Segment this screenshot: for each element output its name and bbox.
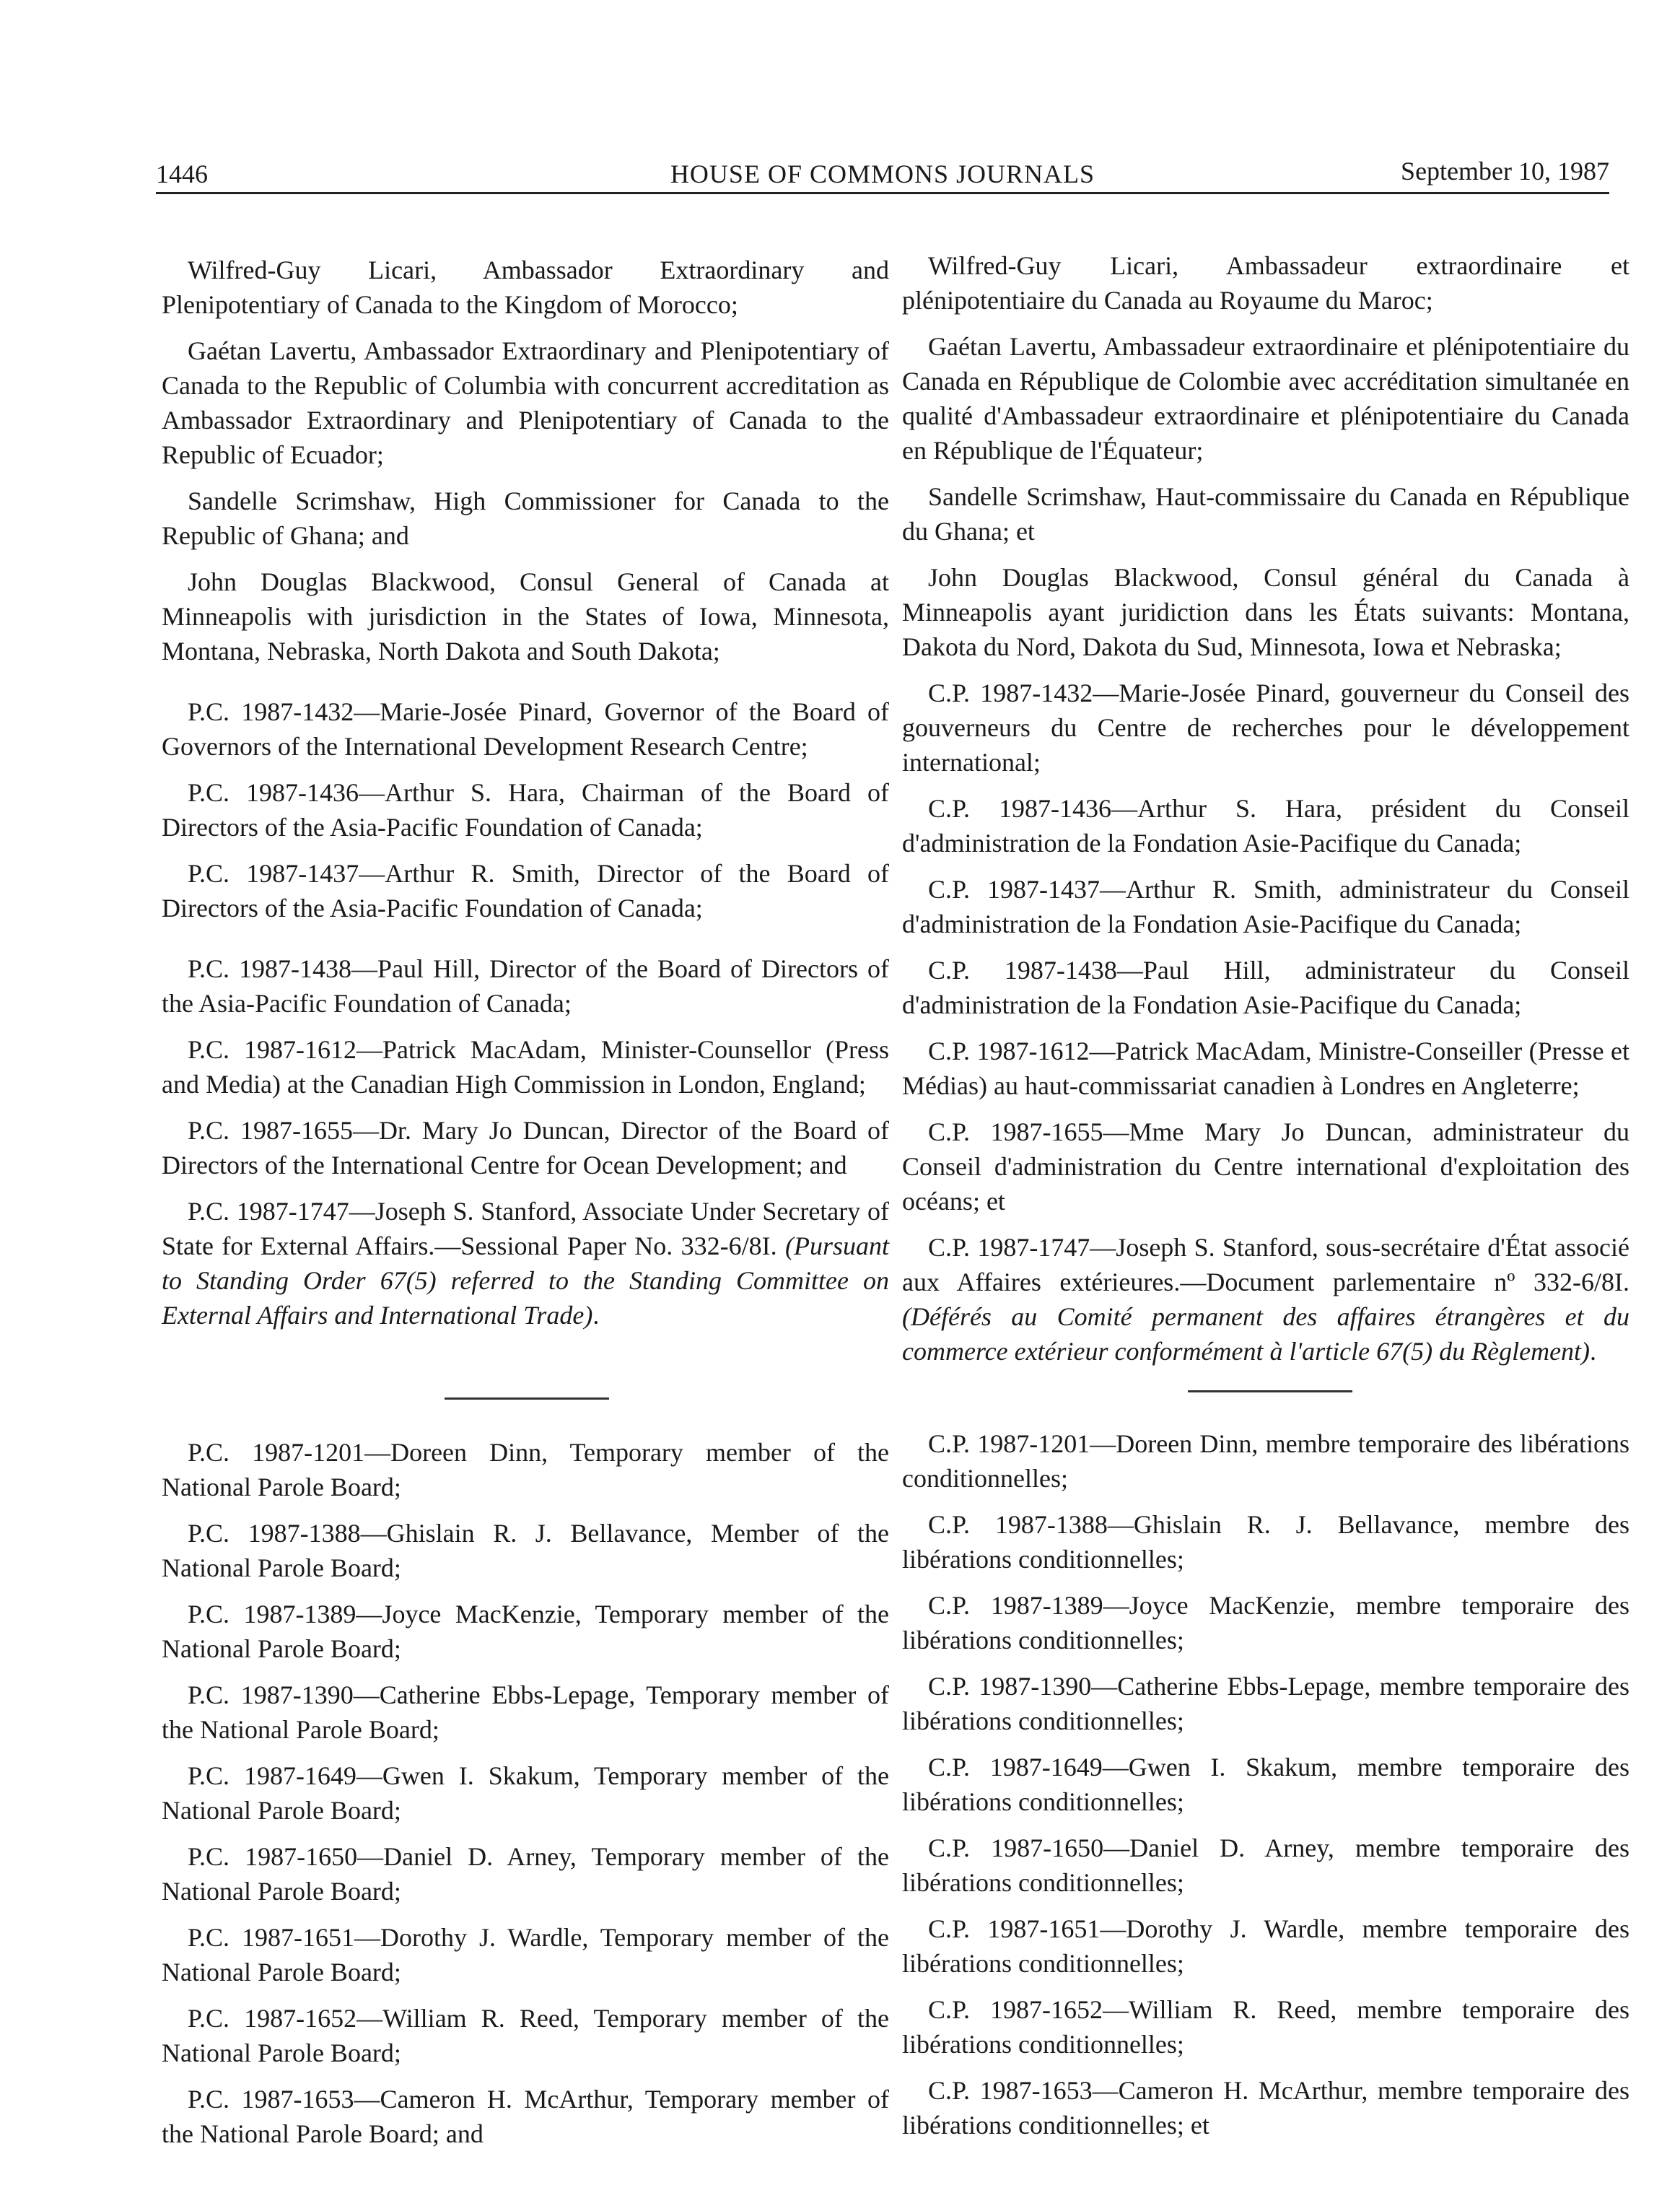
section2-english-column: [162, 1435, 889, 2163]
paragraph: Gaétan Lavertu, Ambassadeur extraordinaire et plénipotentiaire du Canada en République de Colombie avec accréditation simultanée en qualité d'Ambassadeur extraordinaire et plénipotentiaire du Canada en République de l'Équateur;: [902, 332, 1629, 465]
paragraph: P.C. 1987-1649—Gwen I. Skakum, Temporary member of the National Parole Board;: [162, 1761, 889, 1825]
paragraph-text: C.P. 1987-1747—Joseph S. Stanford, sous-secrétaire d'État associé aux Affaires extérieures.—Document parlementaire nº 332-6/8I.: [902, 1233, 1629, 1296]
paragraph: P.C. 1987-1201—Doreen Dinn, Temporary member of the National Parole Board;: [162, 1438, 889, 1501]
paragraph: P.C. 1987-1652—William R. Reed, Temporary member of the National Parole Board;: [162, 2004, 889, 2067]
paragraph: C.P. 1987-1650—Daniel D. Arney, membre temporaire des libérations conditionnelles;: [902, 1833, 1629, 1897]
paragraph: P.C. 1987-1388—Ghislain R. J. Bellavance, Member of the National Parole Board;: [162, 1519, 889, 1582]
paragraph: P.C. 1987-1437—Arthur R. Smith, Director of the Board of Directors of the Asia-Pacific Foundation of Canada;: [162, 859, 889, 923]
paragraph: Sandelle Scrimshaw, High Commissioner for Canada to the Republic of Ghana; and: [162, 487, 889, 550]
paragraph: Gaétan Lavertu, Ambassador Extraordinary and Plenipotentiary of Canada to the Republic of Columbia with concurrent accreditation as Ambassador Extraordinary and Plenipotentiary of Canada to the Republic of Ecuador;: [162, 336, 889, 469]
paragraph: P.C. 1987-1653—Cameron H. McArthur, Temporary member of the National Parole Board; and: [162, 2085, 889, 2148]
journal-title: HOUSE OF COMMONS JOURNALS: [670, 160, 1095, 188]
referral-note: (Pursuant to Standing Order 67(5) referred to the Standing Committee on External Affairs and International Trade): [162, 1231, 889, 1330]
paragraph: C.P. 1987-1390—Catherine Ebbs-Lepage, membre temporaire des libérations conditionnelles;: [902, 1672, 1629, 1735]
page-number: 1446: [156, 160, 208, 188]
paragraph: C.P. 1987-1389—Joyce MacKenzie, membre temporaire des libérations conditionnelles;: [902, 1591, 1629, 1654]
paragraph: C.P. 1987-1388—Ghislain R. J. Bellavance, membre des libérations conditionnelles;: [902, 1510, 1629, 1574]
paragraph: C.P. 1987-1437—Arthur R. Smith, administrateur du Conseil d'administration de la Fondation Asie-Pacifique du Canada;: [902, 875, 1629, 938]
page-date: September 10, 1987: [1401, 157, 1609, 186]
section-divider-english: [445, 1397, 609, 1400]
paragraph: P.C. 1987-1655—Dr. Mary Jo Duncan, Director of the Board of Directors of the International Centre for Ocean Development; and: [162, 1116, 889, 1179]
paragraph: C.P. 1987-1612—Patrick MacAdam, Ministre-Conseiller (Presse et Médias) au haut-commissariat canadien à Londres en Angleterre;: [902, 1037, 1629, 1100]
paragraph: Wilfred-Guy Licari, Ambassador Extraordinary and Plenipotentiary of Canada to the Kingdom of Morocco;: [162, 256, 889, 319]
section1-english-column: [162, 253, 889, 1344]
paragraph: P.C. 1987-1612—Patrick MacAdam, Minister-Counsellor (Press and Media) at the Canadian High Commission in London, England;: [162, 1035, 889, 1099]
section1-french-column: [902, 248, 1629, 1380]
paragraph: C.P. 1987-1649—Gwen I. Skakum, membre temporaire des libérations conditionnelles;: [902, 1753, 1629, 1816]
paragraph: C.P. 1987-1655—Mme Mary Jo Duncan, administrateur du Conseil d'administration du Centre international d'exploitation des océans; et: [902, 1117, 1629, 1216]
page-header: [156, 149, 1609, 194]
paragraph: C.P. 1987-1652—William R. Reed, membre temporaire des libérations conditionnelles;: [902, 1995, 1629, 2059]
paragraph-end: .: [1590, 1337, 1597, 1366]
paragraph: P.C. 1987-1438—Paul Hill, Director of the Board of Directors of the Asia-Pacific Foundation of Canada;: [162, 954, 889, 1018]
paragraph: Sandelle Scrimshaw, Haut-commissaire du Canada en République du Ghana; et: [902, 482, 1629, 546]
paragraph: John Douglas Blackwood, Consul général du Canada à Minneapolis ayant juridiction dans les États suivants: Montana, Dakota du Nord, Dakota du Sud, Minnesota, Iowa et Nebraska;: [902, 563, 1629, 661]
paragraph: P.C. 1987-1389—Joyce MacKenzie, Temporary member of the National Parole Board;: [162, 1600, 889, 1663]
paragraph-text: P.C. 1987-1747—Joseph S. Stanford, Associate Under Secretary of State for External Affairs.—Sessional Paper No. 332-6/8I.: [162, 1197, 889, 1260]
paragraph: C.P. 1987-1653—Cameron H. McArthur, membre temporaire des libérations conditionnelles; et: [902, 2076, 1629, 2140]
paragraph: C.P. 1987-1436—Arthur S. Hara, président du Conseil d'administration de la Fondation Asie-Pacifique du Canada;: [902, 794, 1629, 858]
paragraph: John Douglas Blackwood, Consul General of Canada at Minneapolis with jurisdiction in the States of Iowa, Minnesota, Montana, Nebraska, North Dakota and South Dakota;: [162, 567, 889, 666]
paragraph: [902, 1230, 1629, 1369]
section-divider-french: [1188, 1390, 1352, 1392]
paragraph: P.C. 1987-1650—Daniel D. Arney, Temporary member of the National Parole Board;: [162, 1842, 889, 1906]
section2-french-column: [902, 1426, 1629, 2154]
paragraph: C.P. 1987-1438—Paul Hill, administrateur du Conseil d'administration de la Fondation Asie-Pacifique du Canada;: [902, 956, 1629, 1019]
paragraph: P.C. 1987-1390—Catherine Ebbs-Lepage, Temporary member of the National Parole Board;: [162, 1680, 889, 1744]
paragraph: C.P. 1987-1651—Dorothy J. Wardle, membre temporaire des libérations conditionnelles;: [902, 1914, 1629, 1978]
paragraph: P.C. 1987-1436—Arthur S. Hara, Chairman of the Board of Directors of the Asia-Pacific Foundation of Canada;: [162, 778, 889, 842]
paragraph: C.P. 1987-1432—Marie-Josée Pinard, gouverneur du Conseil des gouverneurs du Centre de recherches pour le développement international;: [902, 679, 1629, 777]
paragraph: C.P. 1987-1201—Doreen Dinn, membre temporaire des libérations conditionnelles;: [902, 1429, 1629, 1493]
paragraph: P.C. 1987-1432—Marie-Josée Pinard, Governor of the Board of Governors of the International Development Research Centre;: [162, 697, 889, 761]
paragraph: P.C. 1987-1651—Dorothy J. Wardle, Temporary member of the National Parole Board;: [162, 1923, 889, 1987]
paragraph: Wilfred-Guy Licari, Ambassadeur extraordinaire et plénipotentiaire du Canada au Royaume du Maroc;: [902, 251, 1629, 315]
paragraph: [162, 1194, 889, 1333]
paragraph-end: .: [592, 1301, 600, 1330]
referral-note: (Déférés au Comité permanent des affaires étrangères et du commerce extérieur conformément à l'article 67(5) du Règlement): [902, 1302, 1629, 1366]
